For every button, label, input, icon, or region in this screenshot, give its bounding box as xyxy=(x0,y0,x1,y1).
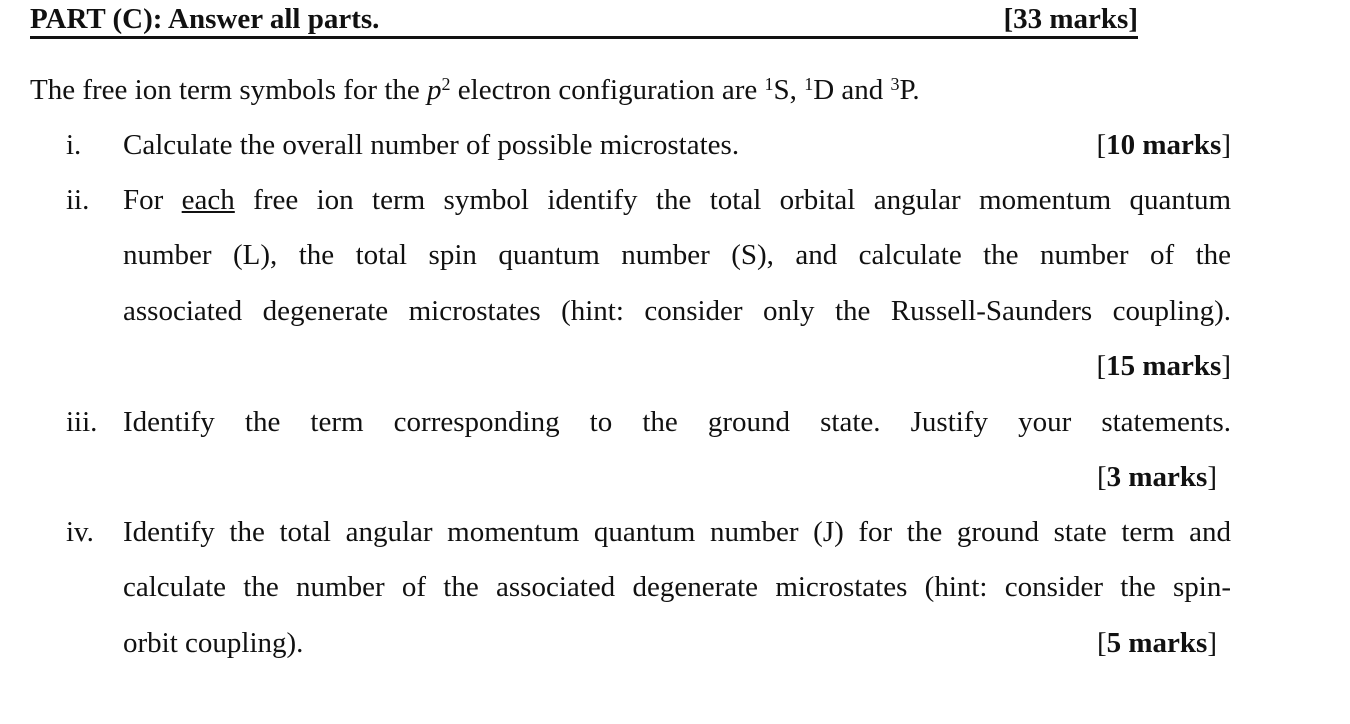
question-1-marks xyxy=(1096,125,1231,165)
question-2-text-post: free ion term symbol identify the total orbital angular momentum quantum xyxy=(234,184,1231,216)
electron-config-exponent: 2 xyxy=(441,74,451,94)
question-1-numeral: i. xyxy=(66,129,82,161)
marks-open-bracket: [ xyxy=(1096,350,1107,382)
electron-config-p: p xyxy=(427,74,442,106)
marks-value: 5 marks xyxy=(1106,627,1208,659)
question-2-text-pre: For xyxy=(123,184,182,216)
term-2-letter: D and xyxy=(813,74,891,106)
marks-close-bracket: ] xyxy=(1221,129,1231,161)
question-4-line-1: Identify the total angular momentum quantum number (J) for the ground state term and xyxy=(123,516,1231,548)
question-1-text: Calculate the overall number of possible microstates. xyxy=(123,129,740,161)
intro-text-middle: electron configuration are xyxy=(450,74,765,106)
intro-paragraph xyxy=(30,70,920,110)
question-2-line-1 xyxy=(123,180,1231,220)
question-4-numeral: iv. xyxy=(66,516,94,548)
question-4-line-2: calculate the number of the associated degenerate microstates (hint: consider the spin- xyxy=(123,571,1231,603)
marks-value: 10 marks xyxy=(1106,129,1222,161)
term-1-letter: S, xyxy=(773,74,805,106)
part-header xyxy=(30,2,1138,39)
question-2-marks xyxy=(1096,346,1231,386)
intro-text-before: The free ion term symbols for the xyxy=(30,74,428,106)
term-1-multiplicity: 1 xyxy=(764,74,774,94)
question-2-line-2: number (L), the total spin quantum number (S), and calculate the number of the xyxy=(123,239,1231,271)
marks-value: 3 marks xyxy=(1106,461,1208,493)
marks-close-bracket: ] xyxy=(1207,627,1217,659)
marks-close-bracket: ] xyxy=(1207,461,1217,493)
marks-open-bracket: [ xyxy=(1096,461,1107,493)
marks-close-bracket: ] xyxy=(1221,350,1231,382)
part-title: PART (C): Answer all parts. xyxy=(30,3,380,35)
question-2-numeral: ii. xyxy=(66,184,90,216)
question-4-marks xyxy=(1097,623,1217,663)
marks-open-bracket: [ xyxy=(1096,627,1107,659)
question-2-underlined-word: each xyxy=(181,184,235,216)
question-3-line-1: Identify the term corresponding to the ground state. Justify your statements. xyxy=(123,406,1231,438)
term-2-multiplicity: 1 xyxy=(804,74,814,94)
question-3-marks xyxy=(1097,457,1217,497)
marks-value: 15 marks xyxy=(1106,350,1222,382)
question-4-line-3: orbit coupling). xyxy=(123,627,304,659)
marks-open-bracket: [ xyxy=(1096,129,1107,161)
part-total-marks: [33 marks] xyxy=(1003,3,1138,35)
term-3-multiplicity: 3 xyxy=(890,74,900,94)
question-2-line-3: associated degenerate microstates (hint: consider only the Russell-Saunders coupling). xyxy=(123,295,1231,327)
question-3-numeral: iii. xyxy=(66,406,98,438)
term-3-letter: P. xyxy=(899,74,920,106)
